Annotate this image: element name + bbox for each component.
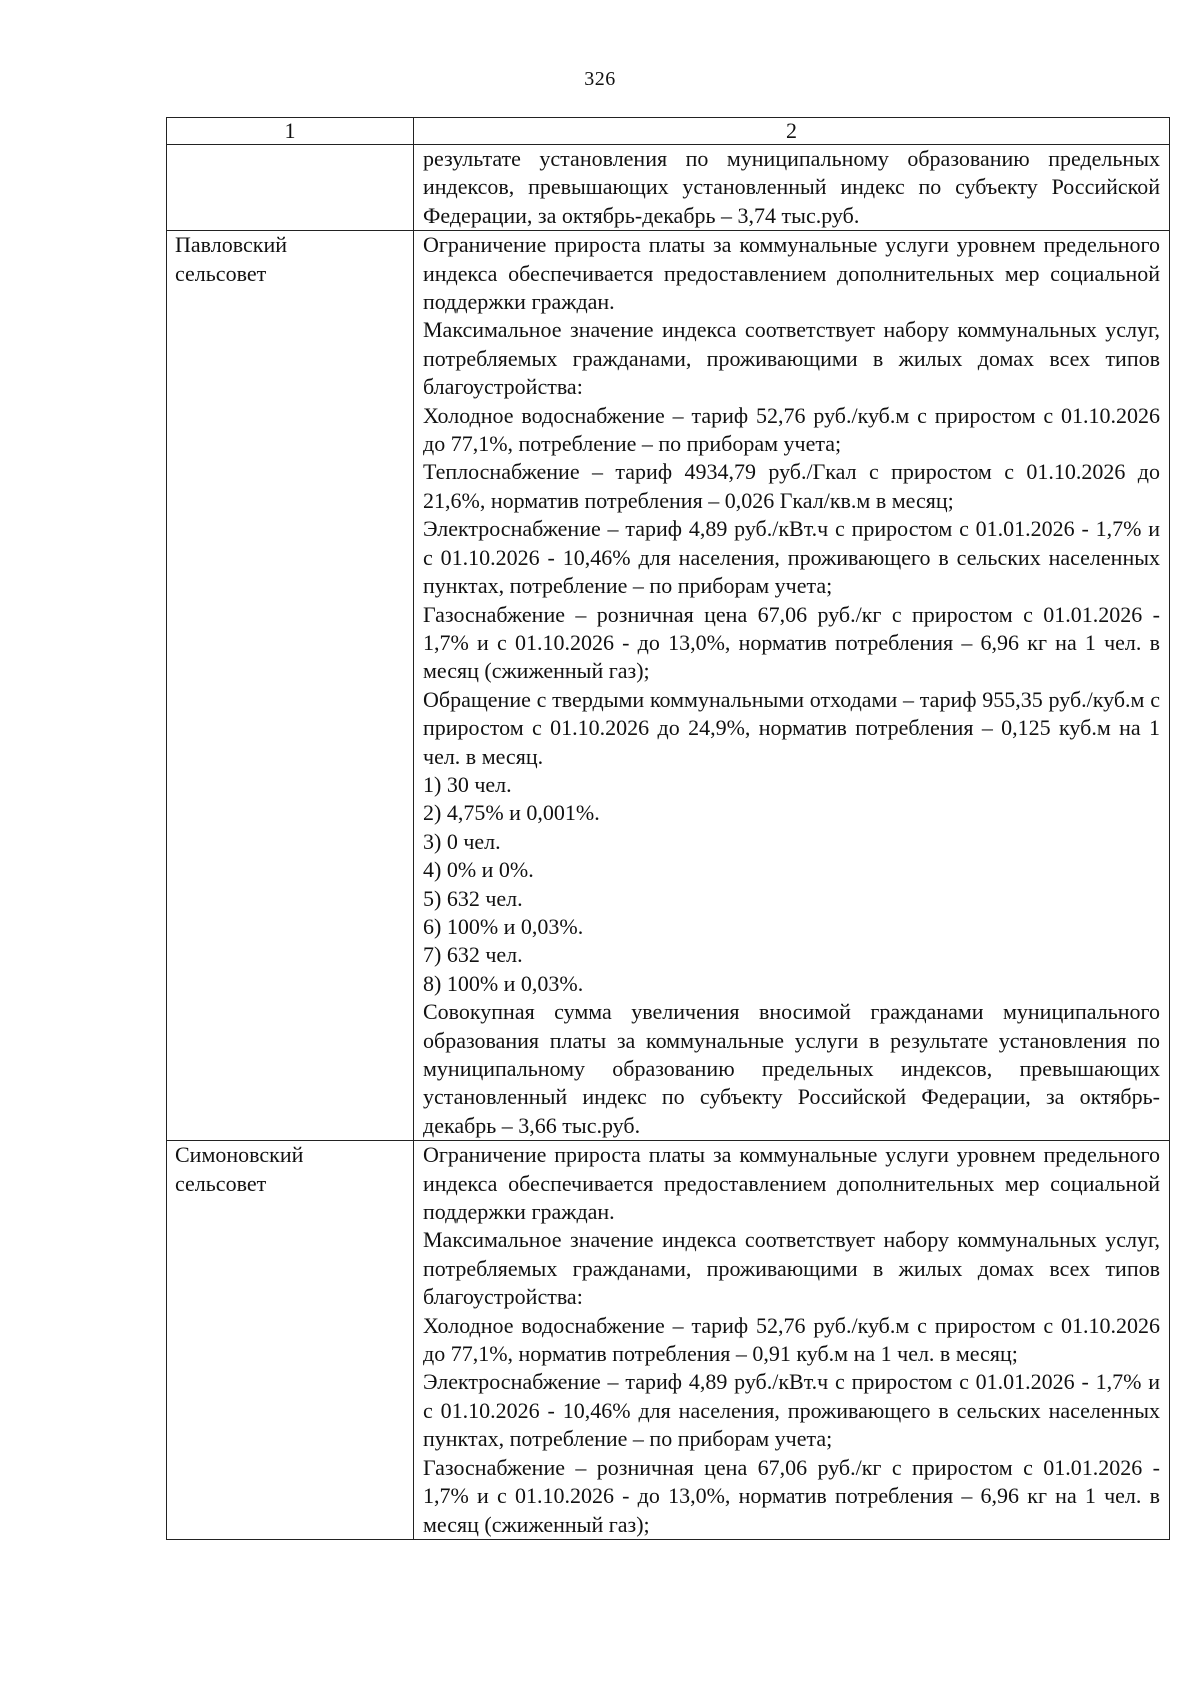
description-paragraph: Совокупная сумма увеличения вносимой гражданами муниципального образования платы за коммунальные услуги в результате установления по муниципальному образованию предельных индексов, превышающих установленный индекс по субъекту Российской Федерации, за октябрь-декабрь – 3,66 тыс.руб. — [423, 999, 1160, 1138]
column-header-2: 2 — [414, 118, 1170, 145]
description-paragraph: Холодное водоснабжение – тариф 52,76 руб./куб.м с приростом с 01.10.2026 до 77,1%, норматив потребления – 0,91 куб.м на 1 чел. в месяц; — [423, 1312, 1160, 1367]
description-paragraph: 1) 30 чел. — [423, 771, 512, 797]
description-paragraph: Электроснабжение – тариф 4,89 руб./кВт.ч с приростом с 01.01.2026 - 1,7% и с 01.10.2026 - 10,46% для населения, проживающего в сельских населенных пунктах, потребление – по приборам учета; — [423, 516, 1160, 599]
table-row — [167, 145, 1170, 231]
data-table — [166, 117, 1170, 1540]
area-cell — [167, 145, 414, 231]
area-name: Павловский сельсовет — [175, 232, 287, 286]
description-paragraph: Обращение с твердыми коммунальными отходами – тариф 955,35 руб./куб.м с приростом с 01.10.2026 до 24,9%, норматив потребления – 0,125 куб.м на 1 чел. в месяц. — [423, 686, 1160, 769]
description-paragraph: 3) 0 чел. — [423, 828, 501, 854]
description-paragraph: 6) 100% и 0,03%. — [423, 913, 584, 939]
table-header-row — [167, 118, 1170, 145]
description-cell — [414, 231, 1170, 1141]
description-paragraph: Теплоснабжение – тариф 4934,79 руб./Гкал с приростом с 01.10.2026 до 21,6%, норматив потребления – 0,026 Гкал/кв.м в месяц; — [423, 459, 1160, 513]
description-cell — [414, 145, 1170, 231]
description-paragraph: 8) 100% и 0,03%. — [423, 970, 584, 996]
description-paragraph: Ограничение прироста платы за коммунальные услуги уровнем предельного индекса обеспечивается предоставлением дополнительных мер социальной поддержки граждан. — [423, 232, 1160, 315]
area-cell — [167, 1141, 414, 1540]
description-paragraph: 5) 632 чел. — [423, 885, 523, 911]
description-paragraph: результате установления по муниципальному образованию предельных индексов, превышающих установленный индекс по субъекту Российской Федерации, за октябрь-декабрь – 3,74 тыс.руб. — [423, 146, 1160, 228]
description-paragraph: Максимальное значение индекса соответствует набору коммунальных услуг, потребляемых гражданами, проживающими в жилых домах всех типов благоустройства: — [423, 317, 1160, 400]
description-paragraph: 2) 4,75% и 0,001%. — [423, 800, 600, 826]
column-header-1: 1 — [167, 118, 414, 145]
description-paragraph: Газоснабжение – розничная цена 67,06 руб./кг с приростом с 01.01.2026 - 1,7% и с 01.10.2026 - до 13,0%, норматив потребления – 6,96 кг на 1 чел. в месяц (сжиженный газ); — [423, 601, 1160, 684]
description-paragraph: Максимальное значение индекса соответствует набору коммунальных услуг, потребляемых гражданами, проживающими в жилых домах всех типов благоустройства: — [423, 1227, 1160, 1310]
description-paragraph: 7) 632 чел. — [423, 942, 523, 968]
description-paragraph: 4) 0% и 0%. — [423, 857, 534, 883]
description-paragraph: Электроснабжение – тариф 4,89 руб./кВт.ч с приростом с 01.01.2026 - 1,7% и с 01.10.2026 - 10,46% для населения, проживающего в сельских населенных пунктах, потребление – по приборам учета; — [423, 1369, 1160, 1452]
area-cell — [167, 231, 414, 1141]
description-cell — [414, 1141, 1170, 1540]
area-name: Симоновский сельсовет — [175, 1142, 304, 1196]
table-row — [167, 1141, 1170, 1540]
description-paragraph: Газоснабжение – розничная цена 67,06 руб./кг с приростом с 01.01.2026 - 1,7% и с 01.10.2026 - до 13,0%, норматив потребления – 6,96 кг на 1 чел. в месяц (сжиженный газ); — [423, 1454, 1160, 1537]
page-number: 326 — [584, 68, 616, 90]
description-paragraph: Ограничение прироста платы за коммунальные услуги уровнем предельного индекса обеспечивается предоставлением дополнительных мер социальной поддержки граждан. — [423, 1142, 1160, 1225]
description-paragraph: Холодное водоснабжение – тариф 52,76 руб./куб.м с приростом с 01.10.2026 до 77,1%, потребление – по приборам учета; — [423, 402, 1160, 457]
table-row — [167, 231, 1170, 1141]
